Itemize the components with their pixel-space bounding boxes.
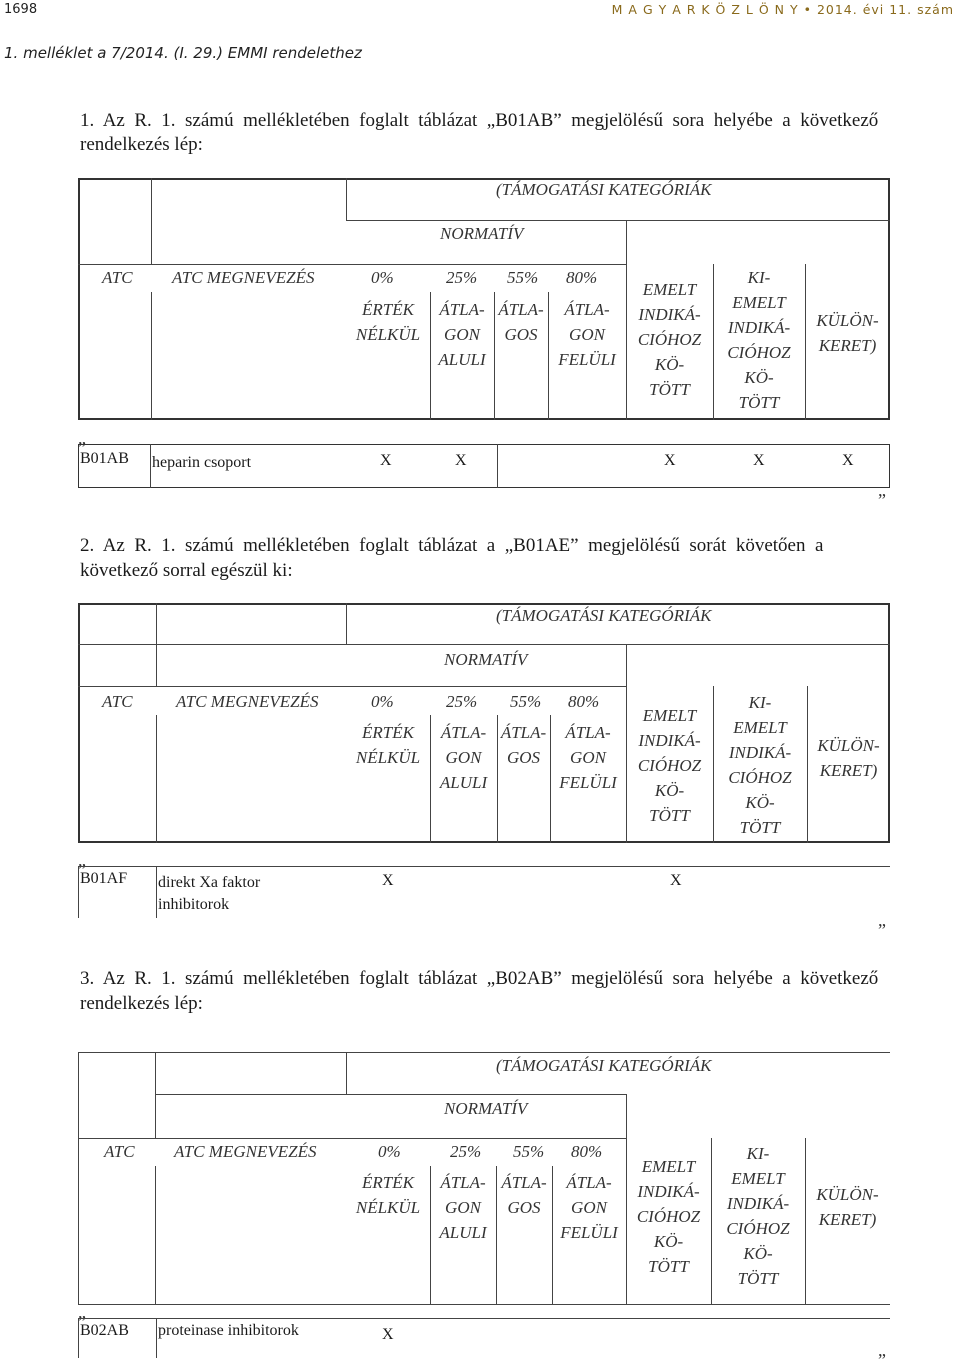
table-3-divider (78, 1138, 626, 1139)
table-1-divider (346, 220, 890, 221)
header-atc: ATC (102, 692, 133, 711)
header-0-percent: 0% (378, 1142, 401, 1161)
table-3-divider (155, 1052, 156, 1139)
table-2-divider (156, 603, 157, 645)
table-2-divider (78, 686, 626, 687)
row-3-mark-0-percent: X (382, 1326, 394, 1343)
header-emelt-indikaciohoz-kotott: EMELT INDIKÁ- CIÓHOZ KÖ- TÖTT (637, 280, 702, 399)
header-atc-megnevezes: ATC MEGNEVEZÉS (176, 692, 319, 711)
header-atlagos: ÁTLA- GOS (498, 300, 544, 344)
row-3-code: B02AB (80, 1322, 129, 1339)
header-80-percent: 80% (571, 1142, 603, 1161)
header-25-percent: 25% (450, 1142, 482, 1161)
header-tamogatasi: (TÁMOGATÁSI KATEGÓRIÁK (496, 180, 712, 199)
table-3-divider (78, 1052, 890, 1053)
table-2-divider (626, 644, 627, 687)
header-ertek-nelkul: ÉRTÉK NÉLKÜL (355, 1173, 421, 1217)
row-3-divider (78, 1318, 890, 1319)
table-1-divider (78, 264, 626, 265)
header-ertek-nelkul: ÉRTÉK NÉLKÜL (355, 300, 421, 344)
row-3-name: proteinase inhibitorok (158, 1322, 299, 1339)
header-kulonkeret: KÜLÖN- KERET) (816, 311, 879, 355)
row-1-mark-kulonkeret: X (842, 452, 854, 469)
journal-title: M A G Y A R K Ö Z L Ö N Y • 2014. évi 11. szám (611, 2, 954, 17)
header-atc: ATC (102, 268, 133, 287)
row-2-divider (156, 866, 157, 918)
header-tamogatasi: (TÁMOGATÁSI KATEGÓRIÁK (496, 606, 712, 625)
table-3-divider (626, 1094, 627, 1139)
row-2-code: B01AF (80, 870, 128, 887)
section-1-paragraph-line1: 1. Az R. 1. számú mellékletében foglalt táblázat „B01AB” megjelölésű sora helyébe a következő (80, 110, 879, 131)
open-quote: „ (78, 428, 86, 448)
header-atlagon-feluli: ÁTLA- GON FELÜLI (558, 300, 616, 369)
header-kiemelt-indikaciohoz-kotott: KI- EMELT INDIKÁ- CIÓHOZ KÖ- TÖTT (726, 1144, 790, 1288)
row-1-divider (150, 444, 151, 488)
header-ertek-nelkul: ÉRTÉK NÉLKÜL (355, 723, 421, 767)
row-2-divider (78, 866, 79, 918)
header-0-percent: 0% (371, 692, 394, 711)
annex-title: 1. melléklet a 7/2014. (I. 29.) EMMI rendelethez (4, 44, 362, 62)
header-80-percent: 80% (566, 268, 598, 287)
header-55-percent: 55% (510, 692, 542, 711)
header-normativ: NORMATÍV (440, 224, 524, 243)
table-2-divider (156, 644, 157, 687)
header-25-percent: 25% (446, 692, 478, 711)
header-atlagon-aluli: ÁTLA- GON ALULI (438, 300, 486, 369)
section-3-paragraph-line2: rendelkezés lép: (80, 993, 203, 1014)
header-atlagon-feluli: ÁTLA- GON FELÜLI (560, 1173, 618, 1242)
row-1-mark-emelt: X (664, 452, 676, 469)
row-2-name-line1: direkt Xa faktor (158, 874, 261, 891)
header-kulonkeret: KÜLÖN- KERET) (817, 736, 880, 780)
row-1-code: B01AB (80, 450, 129, 467)
row-2-mark-0-percent: X (382, 872, 394, 889)
table-3-divider (155, 1094, 626, 1095)
table-2-divider (156, 715, 157, 843)
table-1-divider (626, 220, 627, 265)
close-quote: ” (878, 1350, 886, 1370)
table-3-divider (346, 1052, 347, 1095)
table-1-divider (151, 178, 152, 265)
header-atlagon-aluli: ÁTLA- GON ALULI (439, 723, 488, 792)
header-55-percent: 55% (513, 1142, 545, 1161)
table-3-divider (78, 1052, 79, 1304)
header-tamogatasi: (TÁMOGATÁSI KATEGÓRIÁK (496, 1056, 712, 1075)
header-atc-megnevezes: ATC MEGNEVEZÉS (172, 268, 315, 287)
section-2-paragraph-line2: következő sorral egészül ki: (80, 560, 293, 581)
section-3-paragraph-line1: 3. Az R. 1. számú mellékletében foglalt táblázat „B02AB” megjelölésű sora helyébe a következő (80, 968, 879, 989)
open-quote: „ (78, 1302, 86, 1322)
row-3-divider (78, 1318, 79, 1358)
section-2-paragraph-line1: 2. Az R. 1. számú mellékletében foglalt táblázat a „B01AE” megjelölésű sorát követően a (80, 535, 824, 556)
table-1-divider (346, 178, 347, 221)
row-2-mark-emelt: X (670, 872, 682, 889)
header-atc: ATC (104, 1142, 135, 1161)
section-1-paragraph-line2: rendelkezés lép: (80, 134, 203, 155)
row-2-divider (78, 866, 890, 867)
header-kulonkeret: KÜLÖN- KERET) (816, 1185, 879, 1229)
header-atlagon-feluli: ÁTLA- GON FELÜLI (559, 723, 617, 792)
header-80-percent: 80% (568, 692, 600, 711)
table-1-divider (151, 292, 152, 420)
row-2-name-line2: inhibitorok (158, 896, 230, 913)
table-3-divider (78, 1304, 890, 1305)
header-atlagos: ÁTLA- GOS (500, 723, 547, 767)
header-55-percent: 55% (507, 268, 539, 287)
row-3-divider (156, 1318, 157, 1358)
row-1-mark-kiemelt: X (753, 452, 765, 469)
table-2-divider (78, 644, 890, 645)
table-3-divider (155, 1166, 156, 1304)
row-1-divider (497, 444, 498, 488)
header-0-percent: 0% (371, 268, 394, 287)
close-quote: ” (878, 920, 886, 940)
header-emelt-indikaciohoz-kotott: EMELT INDIKÁ- CIÓHOZ KÖ- TÖTT (637, 706, 702, 825)
open-quote: „ (78, 850, 86, 870)
page-number: 1698 (4, 2, 38, 17)
row-1-name: heparin csoport (152, 454, 252, 471)
header-kiemelt-indikaciohoz-kotott: KI- EMELT INDIKÁ- CIÓHOZ KÖ- TÖTT (727, 268, 791, 412)
close-quote: ” (878, 490, 886, 510)
row-1-mark-0-percent: X (380, 452, 392, 469)
header-atc-megnevezes: ATC MEGNEVEZÉS (174, 1142, 317, 1161)
header-normativ: NORMATÍV (444, 1099, 528, 1118)
row-1-mark-25-percent: X (455, 452, 467, 469)
header-emelt-indikaciohoz-kotott: EMELT INDIKÁ- CIÓHOZ KÖ- TÖTT (636, 1157, 701, 1276)
header-kiemelt-indikaciohoz-kotott: KI- EMELT INDIKÁ- CIÓHOZ KÖ- TÖTT (728, 693, 792, 837)
header-atlagos: ÁTLA- GOS (501, 1173, 547, 1217)
header-25-percent: 25% (446, 268, 478, 287)
header-normativ: NORMATÍV (444, 650, 528, 669)
table-2-divider (346, 603, 347, 645)
header-atlagon-aluli: ÁTLA- GON ALULI (439, 1173, 487, 1242)
